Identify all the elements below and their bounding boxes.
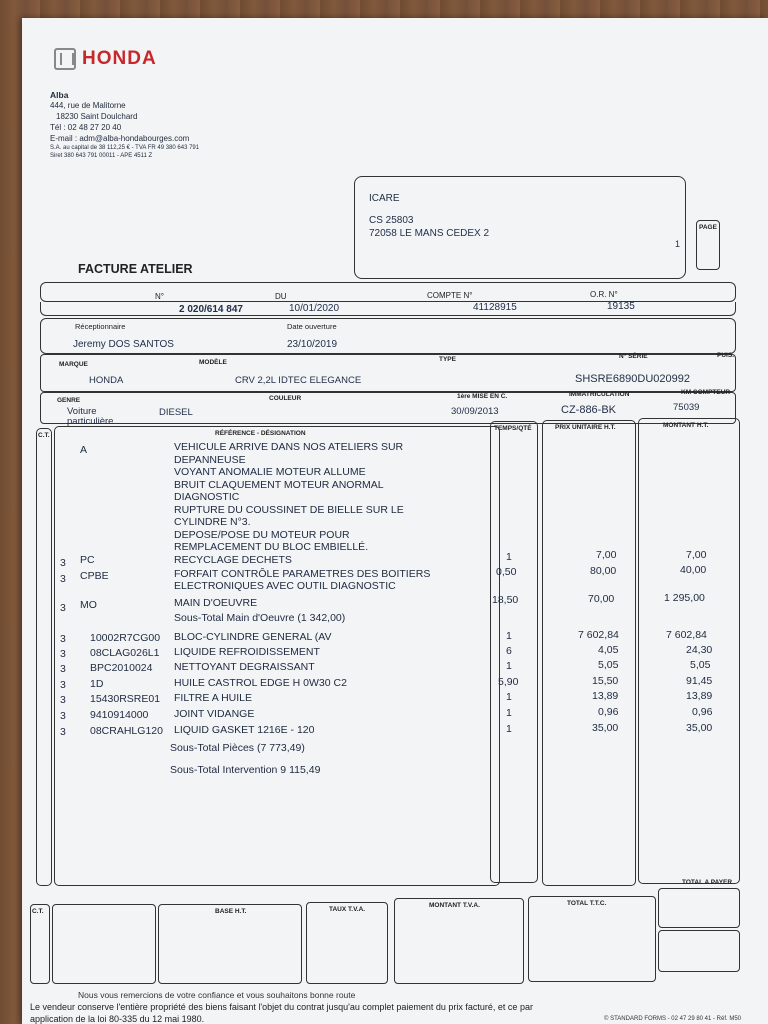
legal-text-2: application de la loi 80-335 du 12 mai 1980. [30, 1014, 205, 1024]
subtotal-intervention: Sous-Total Intervention 9 115,49 [170, 764, 321, 776]
row-ref: BPC2010024 [90, 662, 153, 674]
energie-value: DIESEL [159, 407, 193, 418]
subtotal-labour: Sous-Total Main d'Oeuvre (1 342,00) [174, 612, 346, 624]
row-ref: 08CLAG026L1 [90, 647, 160, 659]
legal-text-1: Le vendeur conserve l'entière propriété des biens faisant l'objet du contrat jusqu'au complet paiement du prix facturé, et ce par [30, 1002, 533, 1012]
row-total: 1 295,00 [664, 592, 705, 604]
honda-h-mark-icon [54, 48, 76, 70]
mise-value: 30/09/2013 [451, 406, 499, 417]
row-qty: 1 [506, 723, 512, 735]
row-ct: 3 [60, 602, 66, 614]
row-qty: 1 [506, 630, 512, 642]
ref-header: RÉFÉRENCE - DÉSIGNATION [215, 430, 306, 437]
description-block [174, 441, 404, 554]
footer-empty-box [52, 904, 156, 984]
date-ouverture-label: Date ouverture [287, 322, 337, 331]
date-ouverture: 23/10/2019 [287, 339, 338, 350]
row-ct: 3 [60, 573, 66, 585]
invoice-no-label: N° [155, 292, 164, 301]
recipient-name: ICARE [369, 193, 400, 204]
page-number: 1 [675, 239, 681, 249]
row-unit: 5,05 [598, 659, 619, 671]
row-total: 40,00 [680, 564, 707, 576]
recipient-line-1: CS 25803 [369, 215, 414, 226]
row-total: 24,30 [686, 644, 713, 656]
row-ref: CPBE [80, 570, 109, 582]
row-desc: LIQUID GASKET 1216E - 120 [174, 724, 315, 736]
base-ht-label: BASE H.T. [215, 908, 247, 915]
row-unit: 80,00 [590, 565, 617, 577]
row-total: 35,00 [686, 722, 713, 734]
temps-header: TEMPS/QTÉ [494, 425, 532, 432]
receptionnaire-name: Jeremy DOS SANTOS [73, 339, 174, 350]
compte-number: 41128915 [473, 302, 517, 313]
row-unit: 4,05 [598, 644, 619, 656]
row-ct: 3 [60, 726, 66, 738]
thanks-text: Nous vous remercions de votre confiance et vous souhaitons bonne route [78, 990, 356, 1000]
row-ref: 10002R7CG00 [90, 632, 161, 644]
description-line: DIAGNOSTIC [174, 491, 240, 503]
recipient-line-2: 72058 LE MANS CEDEX 2 [369, 228, 490, 239]
compte-label: COMPTE N° [427, 291, 473, 300]
row-desc: NETTOYANT DEGRAISSANT [174, 661, 315, 673]
row-total: 5,05 [690, 659, 711, 671]
invoice-header-box [40, 282, 736, 302]
dealer-phone: Tél : 02 48 27 20 40 [50, 123, 122, 132]
km-label: KM COMPTEUR [681, 389, 731, 396]
row-desc: RECYCLAGE DECHETS [174, 554, 292, 566]
row-ref: MO [80, 599, 97, 611]
row-total: 7,00 [686, 549, 707, 561]
row-qty: 18,50 [492, 594, 519, 606]
couleur-label: COULEUR [269, 395, 302, 402]
dealer-name: Alba [50, 90, 69, 100]
row-qty: 1 [506, 551, 512, 563]
row-unit: 7 602,84 [578, 629, 619, 641]
row-unit: 0,96 [598, 706, 619, 718]
total-ttc-box [528, 896, 656, 982]
row-ct: 3 [60, 710, 66, 722]
row-total: 0,96 [692, 706, 713, 718]
temps-column [490, 421, 538, 883]
mise-label: 1ère MISE EN C. [457, 393, 508, 400]
km-value: 75039 [673, 402, 700, 413]
prix-header: PRIX UNITAIRE H.T. [555, 424, 616, 431]
row-ct: 3 [60, 633, 66, 645]
row-ct: 3 [60, 557, 66, 569]
description-code: A [80, 444, 88, 456]
row-qty: 1 [506, 707, 512, 719]
invoice-values-box [40, 302, 736, 316]
description-line: CYLINDRE N°3. [174, 516, 251, 528]
row-desc: FILTRE A HUILE [174, 692, 252, 704]
row-ref: 15430RSRE01 [90, 693, 161, 705]
row-unit: 70,00 [588, 593, 615, 605]
marque-value: HONDA [89, 375, 124, 386]
immat-value: CZ-886-BK [561, 404, 617, 416]
description-line: VEHICULE ARRIVE DANS NOS ATELIERS SUR [174, 441, 404, 453]
row-qty: 1 [506, 660, 512, 672]
row-ct: 3 [60, 648, 66, 660]
or-number: 19135 [607, 301, 635, 312]
dealer-legal-2: Siret 380 643 791 00011 - APE 4511 Z [50, 153, 153, 159]
marque-label: MARQUE [59, 361, 88, 368]
page-label: PAGE [699, 224, 717, 231]
row-total: 13,89 [686, 690, 713, 702]
description-line: DEPOSE/POSE DU MOTEUR POUR [174, 528, 350, 541]
row-ct: 3 [60, 694, 66, 706]
row-ref: PC [80, 554, 95, 566]
invoice-sheet [22, 18, 768, 1024]
printer-credit: © STANDARD FORMS - 02 47 29 80 41 - Réf. M50 [604, 1016, 742, 1022]
row-total: 91,45 [686, 675, 713, 687]
row-unit: 7,00 [596, 549, 617, 561]
immat-label: IMMATRICULATION [569, 391, 630, 398]
description-line: BRUIT CLAQUEMENT MOTEUR ANORMAL [174, 478, 384, 491]
invoice-date: 10/01/2020 [289, 303, 340, 314]
type-label: TYPE [439, 356, 456, 363]
invoice-number: 2 020/614 847 [179, 304, 243, 315]
taux-tva-label: TAUX T.V.A. [329, 906, 366, 913]
row-desc: LIQUIDE REFROIDISSEMENT [174, 646, 320, 658]
footer-ct-box [30, 904, 50, 984]
serie-value: SHSRE6890DU020992 [575, 373, 690, 385]
brand-name: HONDA [82, 48, 157, 69]
row-qty: 6 [506, 645, 512, 657]
row-desc: HUILE CASTROL EDGE H 0W30 C2 [174, 677, 347, 689]
montant-header: MONTANT H.T. [663, 422, 709, 429]
vehicle-box-1 [40, 354, 736, 392]
total-payer-box [658, 888, 740, 928]
row-desc: JOINT VIDANGE [174, 708, 255, 720]
receptionnaire-label: Réceptionnaire [75, 322, 126, 331]
row-ct: 3 [60, 663, 66, 675]
honda-logo [54, 48, 157, 70]
serie-label: N° SÉRIE [619, 353, 648, 360]
genre-value: Voiture particulière [67, 406, 114, 427]
ct-column [36, 428, 52, 886]
row-desc: FORFAIT CONTRÔLE PARAMETRES DES BOITIERS [174, 568, 431, 580]
description-line: DEPANNEUSE [174, 453, 246, 466]
page-box [696, 220, 720, 270]
total-ttc-label: TOTAL T.T.C. [567, 900, 607, 907]
row-unit: 35,00 [592, 722, 619, 734]
reception-box [40, 318, 736, 354]
row-ref: 08CRAHLG120 [90, 725, 163, 737]
prix-column [542, 420, 636, 886]
base-ht-box [158, 904, 302, 984]
row-unit: 15,50 [592, 675, 619, 687]
dealer-email: E-mail : adm@alba-hondabourges.com [50, 134, 190, 143]
dealer-address-2: 18230 Saint Doulchard [56, 112, 138, 121]
dealer-address-1: 444, rue de Malitorne [50, 101, 126, 110]
total-payer-box-2 [658, 930, 740, 972]
modele-value: CRV 2,2L IDTEC ELEGANCE [235, 375, 362, 386]
doc-title: FACTURE ATELIER [78, 262, 193, 276]
description-line: VOYANT ANOMALIE MOTEUR ALLUME [174, 466, 366, 478]
row-ref: 1D [90, 678, 104, 690]
modele-label: MODÈLE [199, 359, 227, 366]
row-unit: 13,89 [592, 690, 619, 702]
montant-tva-box [394, 898, 524, 984]
description-line: REMPLACEMENT DU BLOC EMBIELLÉ. [174, 541, 369, 553]
row-ref: 9410914000 [90, 709, 149, 721]
taux-tva-box [306, 902, 388, 984]
row-qty: 5,90 [498, 676, 519, 688]
invoice-du-label: DU [275, 292, 287, 301]
description-line: RUPTURE DU COUSSINET DE BIELLE SUR LE [174, 503, 404, 516]
dealer-legal-1: S.A. au capital de 38 112,25 € - TVA FR 49 380 643 791 [50, 145, 200, 151]
row-qty: 1 [506, 691, 512, 703]
row-total: 7 602,84 [666, 629, 707, 641]
or-label: O.R. N° [590, 290, 618, 299]
row-desc: BLOC-CYLINDRE GENERAL (AV [174, 631, 332, 643]
recipient-box [354, 176, 686, 279]
row-ct: 3 [60, 679, 66, 691]
row-desc: MAIN D'OEUVRE [174, 597, 258, 609]
subtotal-parts: Sous-Total Pièces (7 773,49) [170, 742, 305, 754]
footer-ct-label: C.T. [32, 908, 44, 915]
genre-label: GENRE [57, 397, 81, 404]
ct-header: C.T. [38, 432, 50, 439]
dealer-info [50, 90, 199, 160]
montant-tva-label: MONTANT T.V.A. [429, 902, 480, 909]
total-payer-label: TOTAL A PAYER [682, 879, 733, 886]
row-desc-2: ELECTRONIQUES AVEC OUTIL DIAGNOSTIC [174, 580, 396, 592]
row-qty: 0,50 [496, 566, 517, 578]
puis-label: PUIS. [717, 352, 734, 359]
